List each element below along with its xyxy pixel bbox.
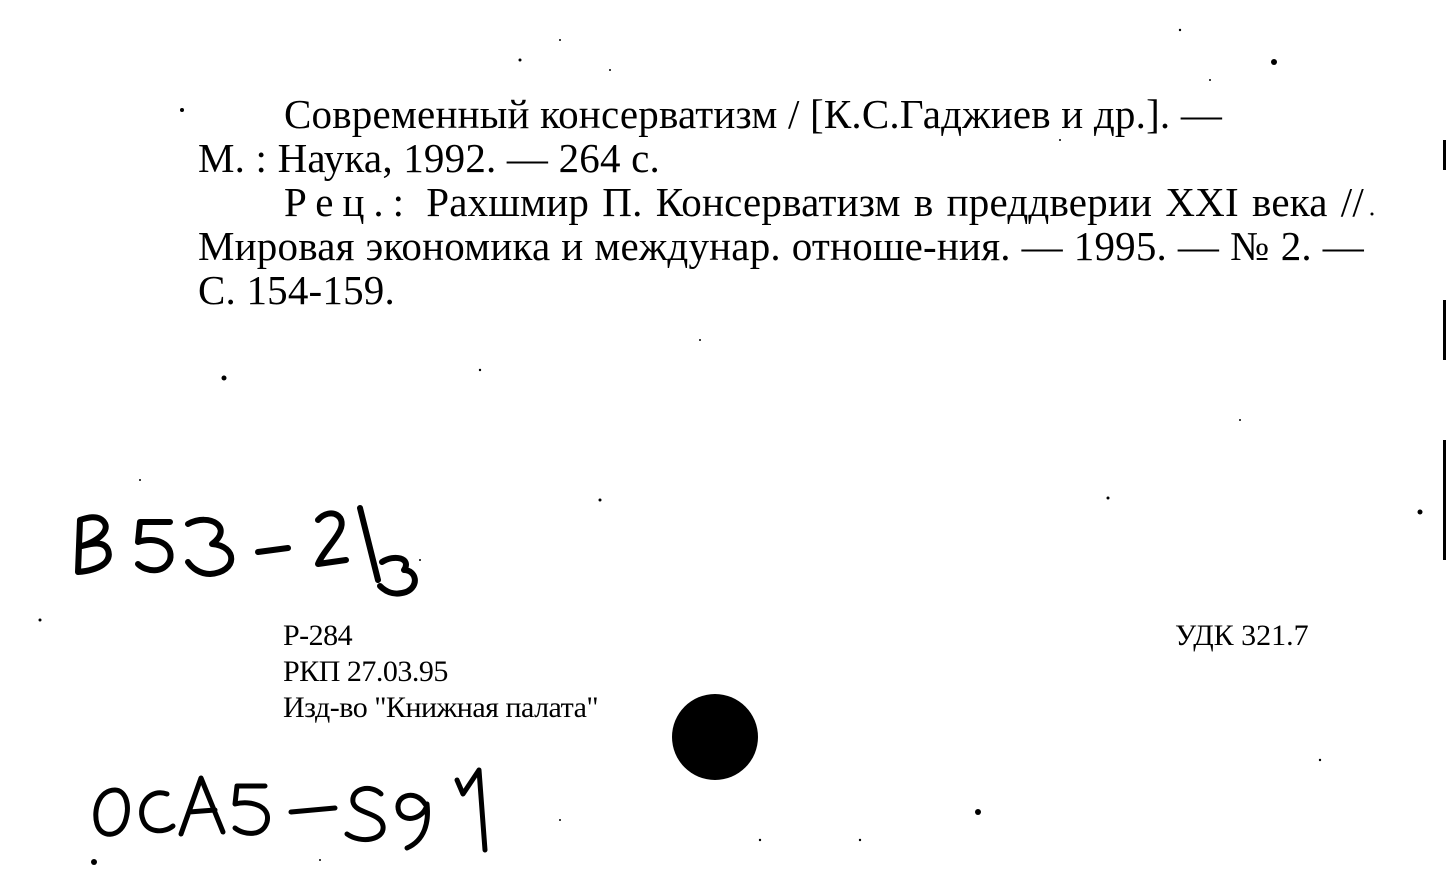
entry-imprint-line: М. : Наука, 1992. — 264 с.	[198, 135, 660, 181]
bibliographic-entry	[198, 92, 1364, 312]
review-text: Рахшмир П. Консерватизм в преддверии XXI века // Мировая экономика и междунар. отноше-ния. — 1995. — № 2. — С. 154-159.	[198, 179, 1364, 313]
handwritten-shelf-code	[60, 500, 460, 610]
card-edge-mark	[1443, 440, 1446, 560]
entry-review	[198, 180, 1364, 312]
entry-title-line: Современный консерватизм / [К.С.Гаджиев и др.]. —	[284, 91, 1223, 137]
review-label: Рец.:	[284, 179, 414, 225]
handwritten-call-number	[85, 760, 515, 860]
card-edge-mark	[1443, 140, 1446, 170]
registration-number: Р-284	[283, 619, 353, 652]
card-metadata	[283, 618, 598, 726]
rkp-line: РКП 27.03.95	[283, 655, 448, 688]
card-edge-mark	[1443, 300, 1446, 360]
udk-code: УДК 321.7	[1175, 619, 1309, 652]
publisher-line: Изд-во "Книжная палата"	[283, 691, 599, 724]
punch-hole	[672, 694, 758, 780]
